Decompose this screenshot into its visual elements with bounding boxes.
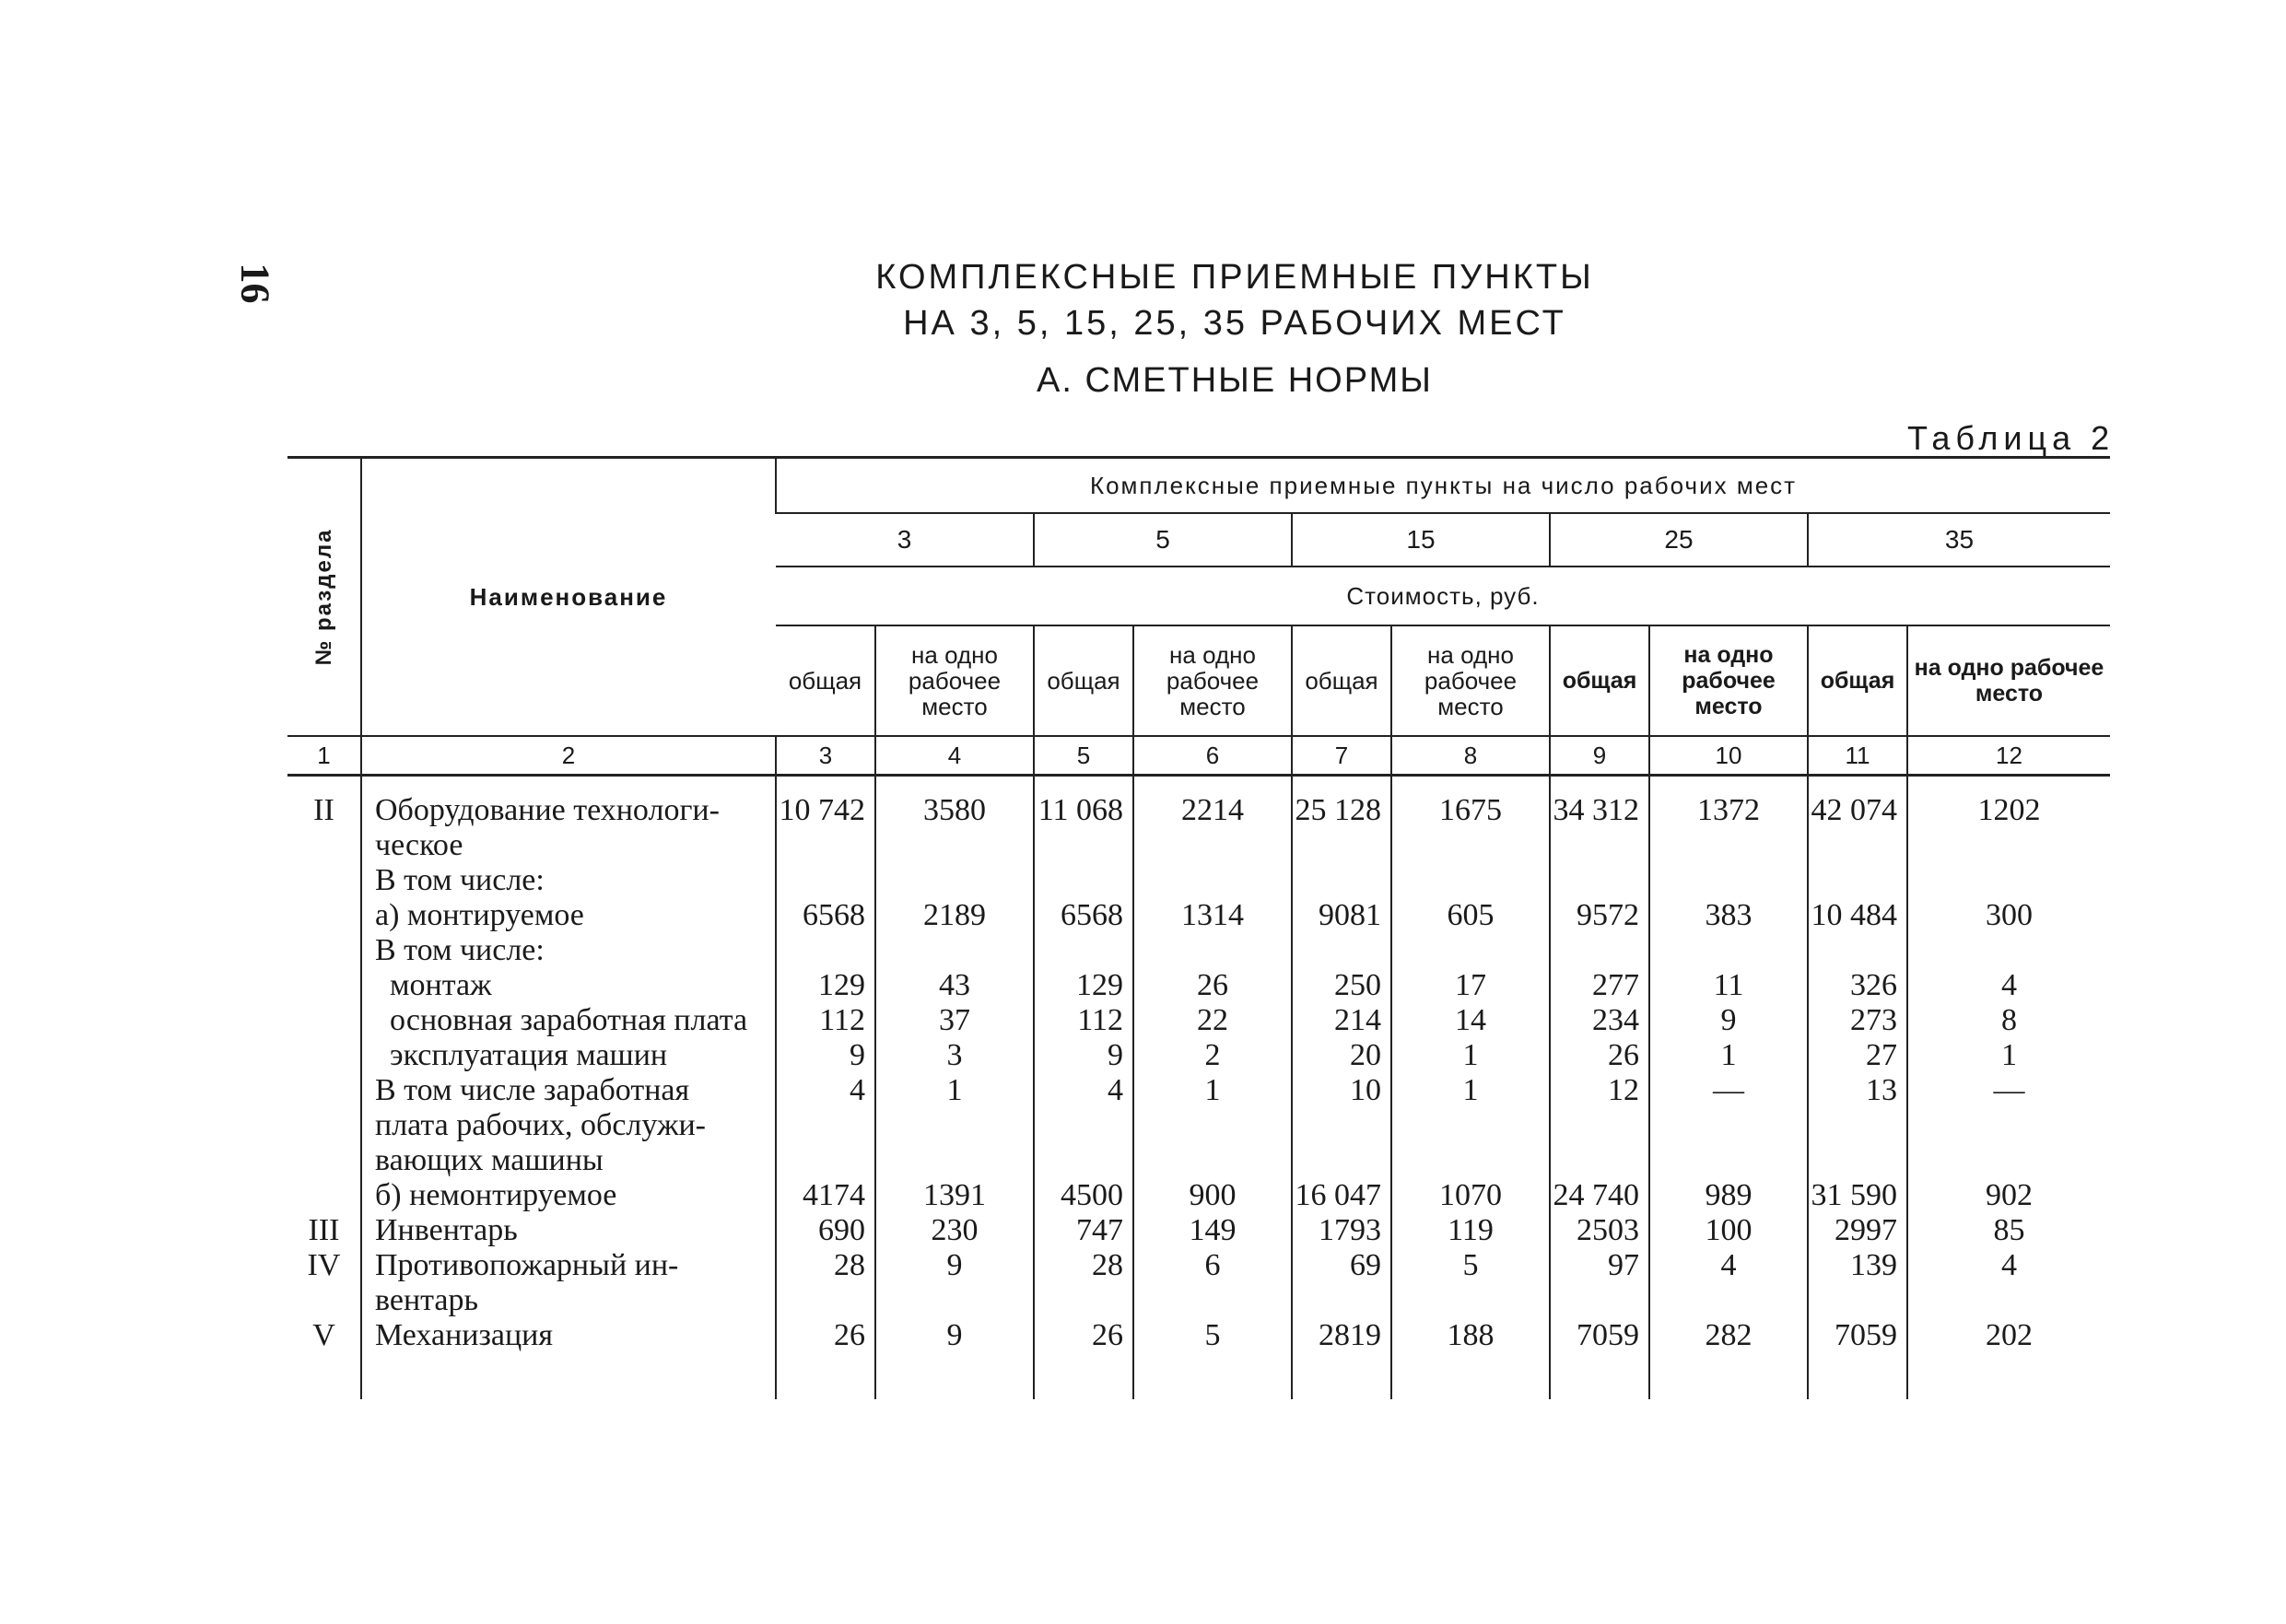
cell-per-place-15: 188 (1391, 1318, 1550, 1399)
cell-per-place-35: — (1907, 1073, 2110, 1178)
cell-per-place-35: 4 (1907, 968, 2110, 1003)
cell-per-place-25: 100 (1649, 1213, 1808, 1248)
cell-total-35: 326 (1808, 968, 1907, 1003)
table-row (287, 1318, 2110, 1399)
section-number (287, 1038, 361, 1073)
header-total: общая (776, 625, 875, 736)
cell-total-35: 13 (1808, 1073, 1907, 1178)
header-group-title: Комплексные приемные пункты на число рабочих мест (776, 458, 2110, 514)
cell-total-3: 26 (776, 1318, 875, 1399)
cell-per-place-25: 1 (1649, 1038, 1808, 1073)
cell-total-25 (1550, 863, 1649, 898)
cell-total-35 (1808, 933, 1907, 968)
table-row (287, 1248, 2110, 1318)
section-number: V (312, 1318, 335, 1352)
cell-total-5: 9 (1034, 1038, 1133, 1073)
cell-per-place-25: 9 (1649, 1003, 1808, 1038)
cell-total-25: 234 (1550, 1003, 1649, 1038)
section-number: II (313, 793, 334, 827)
cell-total-35: 139 (1808, 1248, 1907, 1318)
cell-per-place-3: 37 (875, 1003, 1034, 1038)
cell-total-3: 690 (776, 1213, 875, 1248)
cell-total-15: 2819 (1292, 1318, 1391, 1399)
row-name: Механизация (361, 1318, 776, 1399)
header-per-place: на одно рабочее место (875, 625, 1034, 736)
row-name: б) немонтируемое (361, 1178, 776, 1213)
row-name: основная заработная плата (361, 1003, 776, 1038)
cell-total-35 (1808, 863, 1907, 898)
cell-per-place-15: 14 (1391, 1003, 1550, 1038)
table-row (287, 898, 2110, 933)
row-name: В том числе: (361, 933, 776, 968)
cell-per-place-3: 1 (875, 1073, 1034, 1178)
cell-total-15: 16 047 (1292, 1178, 1391, 1213)
cell-per-place-5: 149 (1133, 1213, 1292, 1248)
row-name: а) монтируемое (361, 898, 776, 933)
header-per-place: на одно рабочее место (1907, 625, 2110, 736)
cell-total-25: 12 (1550, 1073, 1649, 1178)
cell-per-place-25: — (1649, 1073, 1808, 1178)
section-number: III (308, 1213, 340, 1247)
cell-total-35: 31 590 (1808, 1178, 1907, 1213)
table-header (287, 458, 2110, 776)
cell-per-place-3: 9 (875, 1248, 1034, 1318)
cell-per-place-15 (1391, 863, 1550, 898)
table-row (287, 1073, 2110, 1178)
cell-total-3: 9 (776, 1038, 875, 1073)
header-group-15: 15 (1292, 513, 1550, 567)
cell-total-25: 9572 (1550, 898, 1649, 933)
cell-total-25: 34 312 (1550, 776, 1649, 864)
cell-total-5: 4500 (1034, 1178, 1133, 1213)
cell-total-3: 4174 (776, 1178, 875, 1213)
cell-total-5: 11 068 (1034, 776, 1133, 864)
cell-per-place-15: 1675 (1391, 776, 1550, 864)
cell-total-3: 129 (776, 968, 875, 1003)
cell-total-25: 97 (1550, 1248, 1649, 1318)
header-per-place: на одно рабочее место (1649, 625, 1808, 736)
cell-per-place-25: 282 (1649, 1318, 1808, 1399)
cell-total-5 (1034, 863, 1133, 898)
cell-total-35: 27 (1808, 1038, 1907, 1073)
norms-table (287, 456, 2110, 1399)
cell-total-15: 20 (1292, 1038, 1391, 1073)
cell-per-place-25 (1649, 933, 1808, 968)
table-row (287, 1003, 2110, 1038)
cell-per-place-5: 2214 (1133, 776, 1292, 864)
cell-per-place-3: 2189 (875, 898, 1034, 933)
col-number: 2 (361, 736, 776, 776)
header-total: общая (1292, 625, 1391, 736)
cell-per-place-25 (1649, 863, 1808, 898)
cell-total-3: 10 742 (776, 776, 875, 864)
document-subtitle: А. СМЕТНЫЕ НОРМЫ (1037, 361, 1433, 400)
col-number: 7 (1292, 736, 1391, 776)
cell-per-place-35 (1907, 863, 2110, 898)
col-number: 12 (1907, 736, 2110, 776)
cell-total-15: 1793 (1292, 1213, 1391, 1248)
cell-per-place-35: 1 (1907, 1038, 2110, 1073)
cell-per-place-35: 1202 (1907, 776, 2110, 864)
cell-total-5: 112 (1034, 1003, 1133, 1038)
cell-per-place-15 (1391, 933, 1550, 968)
cell-total-3: 112 (776, 1003, 875, 1038)
section-number (287, 898, 361, 933)
cell-per-place-15: 119 (1391, 1213, 1550, 1248)
table-row (287, 776, 2110, 864)
cell-total-35: 273 (1808, 1003, 1907, 1038)
document-title-line-2: НА 3, 5, 15, 25, 35 РАБОЧИХ МЕСТ (903, 304, 1566, 343)
cell-total-5 (1034, 933, 1133, 968)
cell-per-place-35: 85 (1907, 1213, 2110, 1248)
col-number: 6 (1133, 736, 1292, 776)
cell-total-5: 129 (1034, 968, 1133, 1003)
cell-per-place-5: 5 (1133, 1318, 1292, 1399)
col-number: 8 (1391, 736, 1550, 776)
header-group-5: 5 (1034, 513, 1292, 567)
header-section-no: № раздела (287, 458, 361, 737)
cell-per-place-3 (875, 863, 1034, 898)
cell-total-5: 6568 (1034, 898, 1133, 933)
section-number (287, 933, 361, 968)
header-cost: Стоимость, руб. (776, 567, 2110, 625)
cell-total-15 (1292, 863, 1391, 898)
cell-total-3 (776, 933, 875, 968)
cell-total-3: 6568 (776, 898, 875, 933)
col-number: 4 (875, 736, 1034, 776)
cell-total-5: 28 (1034, 1248, 1133, 1318)
table-row (287, 863, 2110, 898)
table-row (287, 968, 2110, 1003)
cell-total-25: 2503 (1550, 1213, 1649, 1248)
cell-per-place-3: 230 (875, 1213, 1034, 1248)
cell-total-25: 26 (1550, 1038, 1649, 1073)
cell-per-place-35: 202 (1907, 1318, 2110, 1399)
cell-per-place-35: 4 (1907, 1248, 2110, 1318)
cell-per-place-25: 4 (1649, 1248, 1808, 1318)
table-row (287, 933, 2110, 968)
cell-total-3: 28 (776, 1248, 875, 1318)
cell-per-place-25: 11 (1649, 968, 1808, 1003)
section-number (287, 863, 361, 898)
cell-total-35: 2997 (1808, 1213, 1907, 1248)
header-total: общая (1034, 625, 1133, 736)
cell-per-place-35: 8 (1907, 1003, 2110, 1038)
cell-per-place-15: 1070 (1391, 1178, 1550, 1213)
cell-per-place-3: 1391 (875, 1178, 1034, 1213)
cell-total-5: 26 (1034, 1318, 1133, 1399)
page-number: 16 (232, 263, 278, 304)
cell-total-3 (776, 863, 875, 898)
cell-per-place-25: 989 (1649, 1178, 1808, 1213)
cell-per-place-35 (1907, 933, 2110, 968)
section-number (287, 1003, 361, 1038)
header-group-3: 3 (776, 513, 1034, 567)
header-group-35: 35 (1808, 513, 2110, 567)
cell-total-35: 7059 (1808, 1318, 1907, 1399)
cell-per-place-5: 22 (1133, 1003, 1292, 1038)
document-title-line-1: КОМПЛЕКСНЫЕ ПРИЕМНЫЕ ПУНКТЫ (875, 258, 1594, 297)
cell-per-place-5: 1314 (1133, 898, 1292, 933)
cell-per-place-5: 6 (1133, 1248, 1292, 1318)
cell-per-place-5 (1133, 933, 1292, 968)
cell-per-place-3: 9 (875, 1318, 1034, 1399)
cell-per-place-3: 43 (875, 968, 1034, 1003)
cell-per-place-5: 26 (1133, 968, 1292, 1003)
cell-per-place-3: 3580 (875, 776, 1034, 864)
cell-per-place-15: 1 (1391, 1038, 1550, 1073)
cell-total-15: 9081 (1292, 898, 1391, 933)
header-total: общая (1550, 625, 1649, 736)
cell-total-15: 250 (1292, 968, 1391, 1003)
row-name: эксплуатация машин (361, 1038, 776, 1073)
cell-total-5: 4 (1034, 1073, 1133, 1178)
cell-total-15: 25 128 (1292, 776, 1391, 864)
cell-per-place-25: 1372 (1649, 776, 1808, 864)
cell-total-25: 277 (1550, 968, 1649, 1003)
row-name: Противопожарный ин-вентарь (361, 1248, 776, 1318)
cell-total-5: 747 (1034, 1213, 1133, 1248)
col-number: 5 (1034, 736, 1133, 776)
cell-total-25: 24 740 (1550, 1178, 1649, 1213)
row-name: монтаж (361, 968, 776, 1003)
cell-per-place-35: 902 (1907, 1178, 2110, 1213)
section-number (287, 1178, 361, 1213)
header-total: общая (1808, 625, 1907, 736)
cell-per-place-15: 1 (1391, 1073, 1550, 1178)
table-row (287, 1038, 2110, 1073)
header-group-25: 25 (1550, 513, 1808, 567)
cell-total-15 (1292, 933, 1391, 968)
cell-per-place-15: 17 (1391, 968, 1550, 1003)
cell-total-15: 10 (1292, 1073, 1391, 1178)
row-name: Оборудование технологи-ческое (361, 776, 776, 864)
cell-total-35: 10 484 (1808, 898, 1907, 933)
col-number: 9 (1550, 736, 1649, 776)
cell-total-35: 42 074 (1808, 776, 1907, 864)
section-number: IV (307, 1248, 341, 1282)
cell-per-place-5: 1 (1133, 1073, 1292, 1178)
table-label: Таблица 2 (1907, 419, 2116, 457)
table-body (287, 776, 2110, 1400)
cell-per-place-3: 3 (875, 1038, 1034, 1073)
header-per-place: на одно рабочее место (1391, 625, 1550, 736)
cell-per-place-5 (1133, 863, 1292, 898)
cell-per-place-15: 5 (1391, 1248, 1550, 1318)
cell-per-place-5: 2 (1133, 1038, 1292, 1073)
header-name: Наименование (361, 458, 776, 737)
col-number: 1 (287, 736, 361, 776)
col-number: 11 (1808, 736, 1907, 776)
table-row (287, 1178, 2110, 1213)
row-name: В том числе: (361, 863, 776, 898)
table-row (287, 1213, 2110, 1248)
row-name: В том числе заработная плата рабочих, обслужи-вающих машины (361, 1073, 776, 1178)
row-name: Инвентарь (361, 1213, 776, 1248)
cell-per-place-3 (875, 933, 1034, 968)
section-number (287, 1073, 361, 1178)
cell-per-place-15: 605 (1391, 898, 1550, 933)
col-number: 3 (776, 736, 875, 776)
cell-total-15: 69 (1292, 1248, 1391, 1318)
col-number: 10 (1649, 736, 1808, 776)
cell-per-place-35: 300 (1907, 898, 2110, 933)
header-per-place: на одно рабочее место (1133, 625, 1292, 736)
cell-total-25 (1550, 933, 1649, 968)
cell-total-3: 4 (776, 1073, 875, 1178)
cell-per-place-25: 383 (1649, 898, 1808, 933)
cell-total-25: 7059 (1550, 1318, 1649, 1399)
cell-per-place-5: 900 (1133, 1178, 1292, 1213)
section-number (287, 968, 361, 1003)
cell-total-15: 214 (1292, 1003, 1391, 1038)
